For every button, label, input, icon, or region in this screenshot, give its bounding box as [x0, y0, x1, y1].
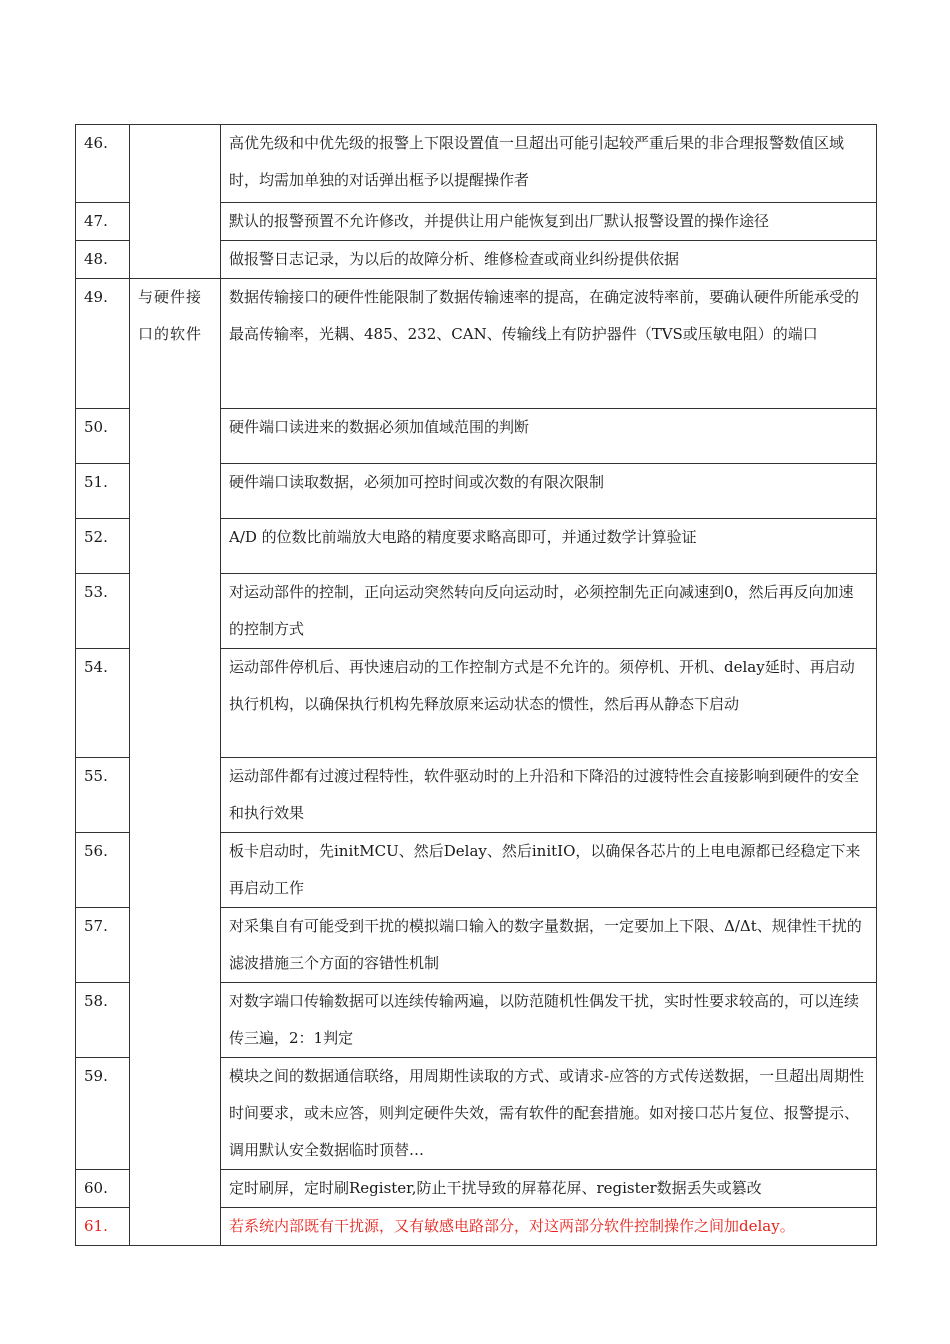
row-number: 52.: [76, 519, 130, 574]
row-text: 硬件端口读进来的数据必须加值域范围的判断: [221, 409, 877, 464]
category-cell: [130, 125, 221, 279]
row-text: 做报警日志记录，为以后的故障分析、维修检查或商业纠纷提供依据: [221, 241, 877, 279]
row-number: 48.: [76, 241, 130, 279]
row-number: 49.: [76, 279, 130, 409]
row-number: 51.: [76, 464, 130, 519]
row-text: 模块之间的数据通信联络，用周期性读取的方式、或请求-应答的方式传送数据，一旦超出周期性时间要求，或未应答，则判定硬件失效，需有软件的配套措施。如对接口芯片复位、报警提示、调用默认安全数据临时顶替…: [221, 1058, 877, 1170]
row-number: 58.: [76, 983, 130, 1058]
row-text: A/D 的位数比前端放大电路的精度要求略高即可，并通过数学计算验证: [221, 519, 877, 574]
row-number: 47.: [76, 203, 130, 241]
row-text: 对运动部件的控制，正向运动突然转向反向运动时，必须控制先正向减速到0，然后再反向加速的控制方式: [221, 574, 877, 649]
row-text: 对数字端口传输数据可以连续传输两遍，以防范随机性偶发干扰，实时性要求较高的，可以连续传三遍，2：1判定: [221, 983, 877, 1058]
row-number: 50.: [76, 409, 130, 464]
row-text: 若系统内部既有干扰源，又有敏感电路部分，对这两部分软件控制操作之间加delay。: [221, 1208, 877, 1246]
row-text: 板卡启动时，先initMCU、然后Delay、然后initIO，以确保各芯片的上电电源都已经稳定下来再启动工作: [221, 833, 877, 908]
row-number: 53.: [76, 574, 130, 649]
table-row: [76, 125, 877, 203]
row-text: 默认的报警预置不允许修改，并提供让用户能恢复到出厂默认报警设置的操作途径: [221, 203, 877, 241]
table-row: [76, 279, 877, 409]
row-number: 59.: [76, 1058, 130, 1170]
row-number: 61.: [76, 1208, 130, 1246]
category-cell: 与硬件接口的软件: [130, 279, 221, 1246]
row-text: 运动部件停机后、再快速启动的工作控制方式是不允许的。须停机、开机、delay延时、再启动执行机构，以确保执行机构先释放原来运动状态的惯性，然后再从静态下启动: [221, 649, 877, 758]
row-text: 高优先级和中优先级的报警上下限设置值一旦超出可能引起较严重后果的非合理报警数值区域时，均需加单独的对话弹出框予以提醒操作者: [221, 125, 877, 203]
document-page: [75, 124, 876, 1246]
row-number: 55.: [76, 758, 130, 833]
row-number: 46.: [76, 125, 130, 203]
row-number: 54.: [76, 649, 130, 758]
row-text: 对采集自有可能受到干扰的模拟端口输入的数字量数据，一定要加上下限、Δ/Δt、规律性干扰的滤波措施三个方面的容错性机制: [221, 908, 877, 983]
row-text: 数据传输接口的硬件性能限制了数据传输速率的提高，在确定波特率前，要确认硬件所能承受的最高传输率，光耦、485、232、CAN、传输线上有防护器件（TVS或压敏电阻）的端口: [221, 279, 877, 409]
row-number: 60.: [76, 1170, 130, 1208]
row-number: 57.: [76, 908, 130, 983]
row-number: 56.: [76, 833, 130, 908]
row-text: 运动部件都有过渡过程特性，软件驱动时的上升沿和下降沿的过渡特性会直接影响到硬件的安全和执行效果: [221, 758, 877, 833]
row-text: 硬件端口读取数据，必须加可控时间或次数的有限次限制: [221, 464, 877, 519]
rules-table: [75, 124, 877, 1246]
row-text: 定时刷屏，定时刷Register,防止干扰导致的屏幕花屏、register数据丢失或篡改: [221, 1170, 877, 1208]
